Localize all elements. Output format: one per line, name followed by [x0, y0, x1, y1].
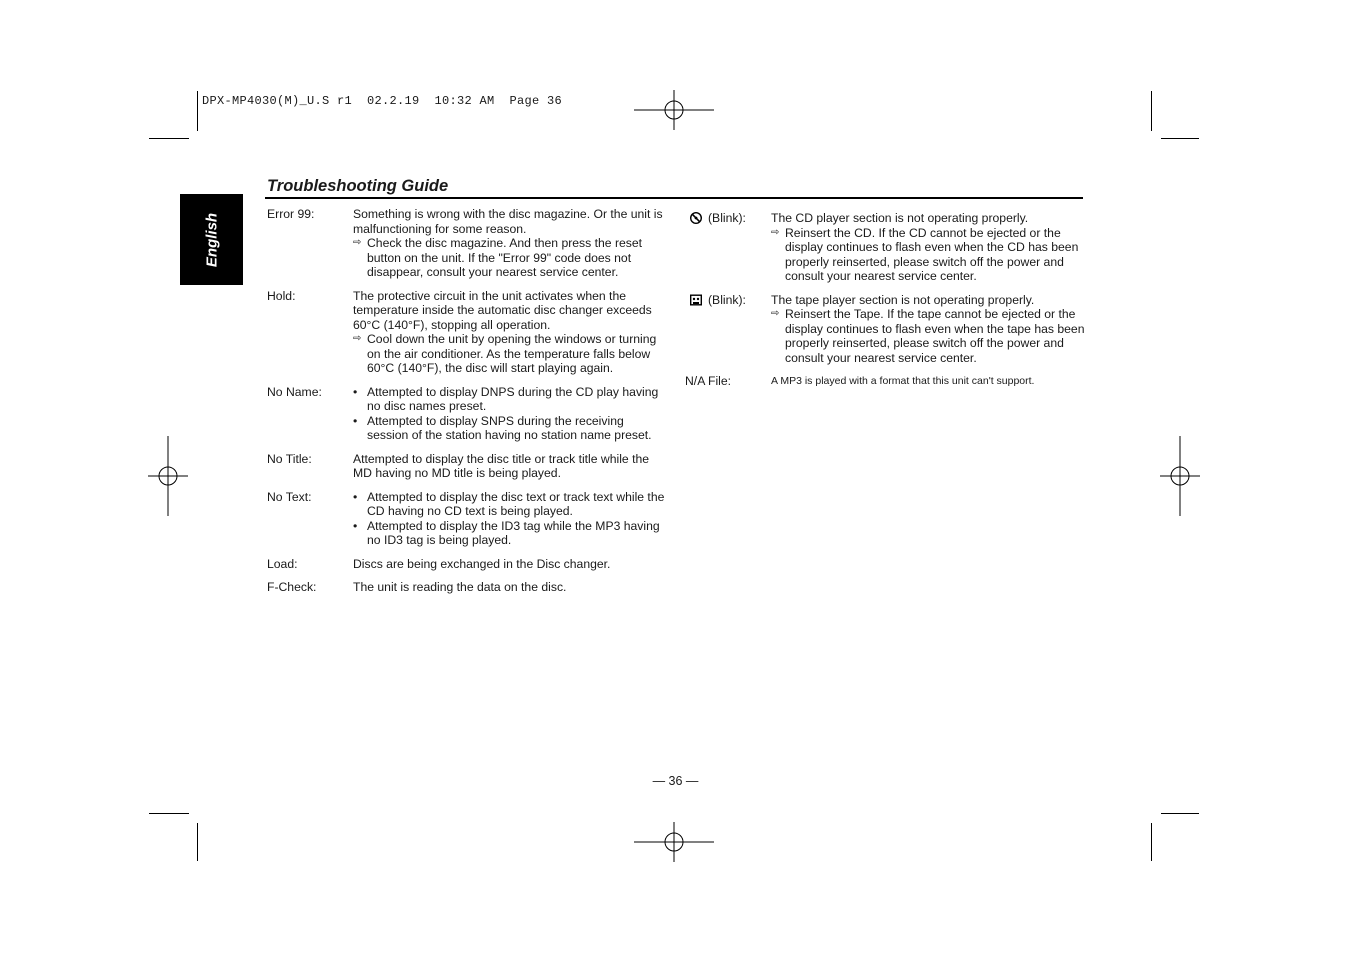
description-text: The tape player section is not operating properly.: [771, 292, 1035, 307]
registration-mark-left: [148, 436, 188, 516]
description-text: Attempted to display the disc title or track title while the MD having no MD title is being played.: [353, 451, 650, 480]
registration-mark-right: [1160, 436, 1200, 516]
remedy-line: [771, 226, 1085, 284]
troubleshoot-entry: [267, 490, 667, 548]
error-code-text: No Name:: [267, 384, 322, 399]
right-column: [685, 211, 1085, 398]
remedy-text: Check the disc magazine. And then press the reset button on the unit. If the "Error 99" code does not disappear, consult your nearest service center.: [367, 236, 643, 279]
error-description: [353, 207, 667, 280]
error-description: [771, 293, 1085, 366]
bullet-item: [353, 385, 667, 414]
bullet-text: Attempted to display the ID3 tag while the MP3 having no ID3 tag is being played.: [367, 518, 660, 547]
error-code-label: [685, 374, 771, 389]
troubleshoot-entry: [685, 211, 1085, 284]
description-text: The unit is reading the data on the disc.: [353, 580, 567, 594]
error-code-text: No Title:: [267, 451, 312, 466]
error-code-text: N/A File:: [685, 374, 732, 388]
page-title: Troubleshooting Guide: [267, 177, 449, 195]
crop-mark: [149, 138, 189, 139]
arrow-icon: ⇨: [353, 237, 362, 248]
error-description: [353, 580, 667, 595]
crop-mark: [1161, 813, 1199, 814]
troubleshoot-entry: [267, 385, 667, 443]
crop-mark: [197, 823, 198, 861]
bullet-text: Attempted to display the disc text or track text while the CD having no CD text is being played.: [367, 489, 665, 518]
title-rule: [265, 197, 1083, 199]
troubleshoot-entry: [267, 452, 667, 481]
language-tab: [180, 194, 243, 285]
troubleshoot-entry: [685, 374, 1085, 389]
cd-disc-icon: [690, 212, 702, 224]
remedy-line: [353, 236, 667, 280]
remedy-text: Cool down the unit by opening the windows or turning on the air conditioner. As the temperature falls below 60°C (140°F), the disc will start playing again.: [367, 332, 657, 375]
error-description: [353, 385, 667, 443]
error-code-text: Load:: [267, 556, 298, 571]
remedy-line: [353, 332, 667, 376]
description-text: A MP3 is played with a format that this unit can't support.: [771, 375, 1035, 387]
troubleshoot-entry: [267, 580, 667, 595]
remedy-line: [771, 307, 1085, 365]
bullet-icon: •: [353, 518, 358, 533]
registration-mark-bottom: [634, 822, 714, 862]
error-description: [353, 289, 667, 376]
error-code-text: Error 99:: [267, 207, 315, 221]
crop-mark: [1151, 823, 1152, 861]
troubleshoot-entry: [267, 207, 667, 280]
tape-cassette-icon: [690, 294, 702, 306]
error-description: [771, 374, 1085, 389]
bullet-item: [353, 519, 667, 548]
error-code-label: [267, 452, 353, 481]
error-code-label: [267, 490, 353, 548]
error-code-label: [685, 293, 771, 366]
error-code-text: (Blink):: [708, 292, 746, 307]
bullet-item: [353, 490, 667, 519]
description-text: Discs are being exchanged in the Disc changer.: [353, 556, 611, 571]
crop-mark: [1161, 138, 1199, 139]
description-text: The CD player section is not operating properly.: [771, 211, 1029, 225]
error-code-label: [267, 580, 353, 595]
error-description: [353, 557, 667, 572]
description-text: The protective circuit in the unit activates when the temperature inside the automatic disc changer exceeds 60°C (140°F), stopping all operation.: [353, 288, 652, 332]
error-code-label: [685, 211, 771, 284]
language-tab-label: English: [203, 212, 220, 267]
bullet-icon: •: [353, 489, 358, 504]
bullet-item: [353, 414, 667, 443]
bullet-text: Attempted to display SNPS during the receiving session of the station having no station name preset.: [367, 413, 652, 442]
crop-mark: [1151, 91, 1152, 131]
bullet-icon: •: [353, 413, 358, 428]
error-code-text: Hold:: [267, 288, 296, 303]
remedy-text: Reinsert the CD. If the CD cannot be ejected or the display continues to flash even when the CD has been properly reinserted, please switch off the power and consult your nearest service center.: [785, 225, 1079, 283]
error-description: [353, 452, 667, 481]
error-code-label: [267, 289, 353, 376]
arrow-icon: ⇨: [353, 333, 362, 344]
print-header-slug: DPX-MP4030(M)_U.S r1 02.2.19 10:32 AM Page 36: [202, 94, 563, 108]
error-code-text: No Text:: [267, 489, 312, 504]
error-description: [353, 490, 667, 548]
troubleshoot-entry: [267, 289, 667, 376]
arrow-icon: ⇨: [771, 226, 780, 238]
troubleshoot-entry: [267, 557, 667, 572]
bullet-icon: •: [353, 384, 358, 399]
remedy-text: Reinsert the Tape. If the tape cannot be ejected or the display continues to flash even when the tape has been properly reinserted, please switch off the power and consult your nearest service center.: [785, 307, 1085, 365]
error-code-text: F-Check:: [267, 580, 317, 594]
left-column: [267, 207, 667, 604]
troubleshoot-entry: [685, 293, 1085, 366]
bullet-text: Attempted to display DNPS during the CD play having no disc names preset.: [367, 384, 659, 413]
error-code-label: [267, 207, 353, 280]
page-number: — 36 —: [652, 774, 699, 788]
description-text: Something is wrong with the disc magazine. Or the unit is malfunctioning for some reason.: [353, 207, 663, 236]
arrow-icon: ⇨: [771, 308, 780, 319]
registration-mark-top: [634, 90, 714, 130]
crop-mark: [149, 813, 189, 814]
error-code-label: [267, 385, 353, 443]
error-code-label: [267, 557, 353, 572]
error-description: [771, 211, 1085, 284]
error-code-text: (Blink):: [708, 211, 746, 225]
crop-mark: [197, 91, 198, 131]
